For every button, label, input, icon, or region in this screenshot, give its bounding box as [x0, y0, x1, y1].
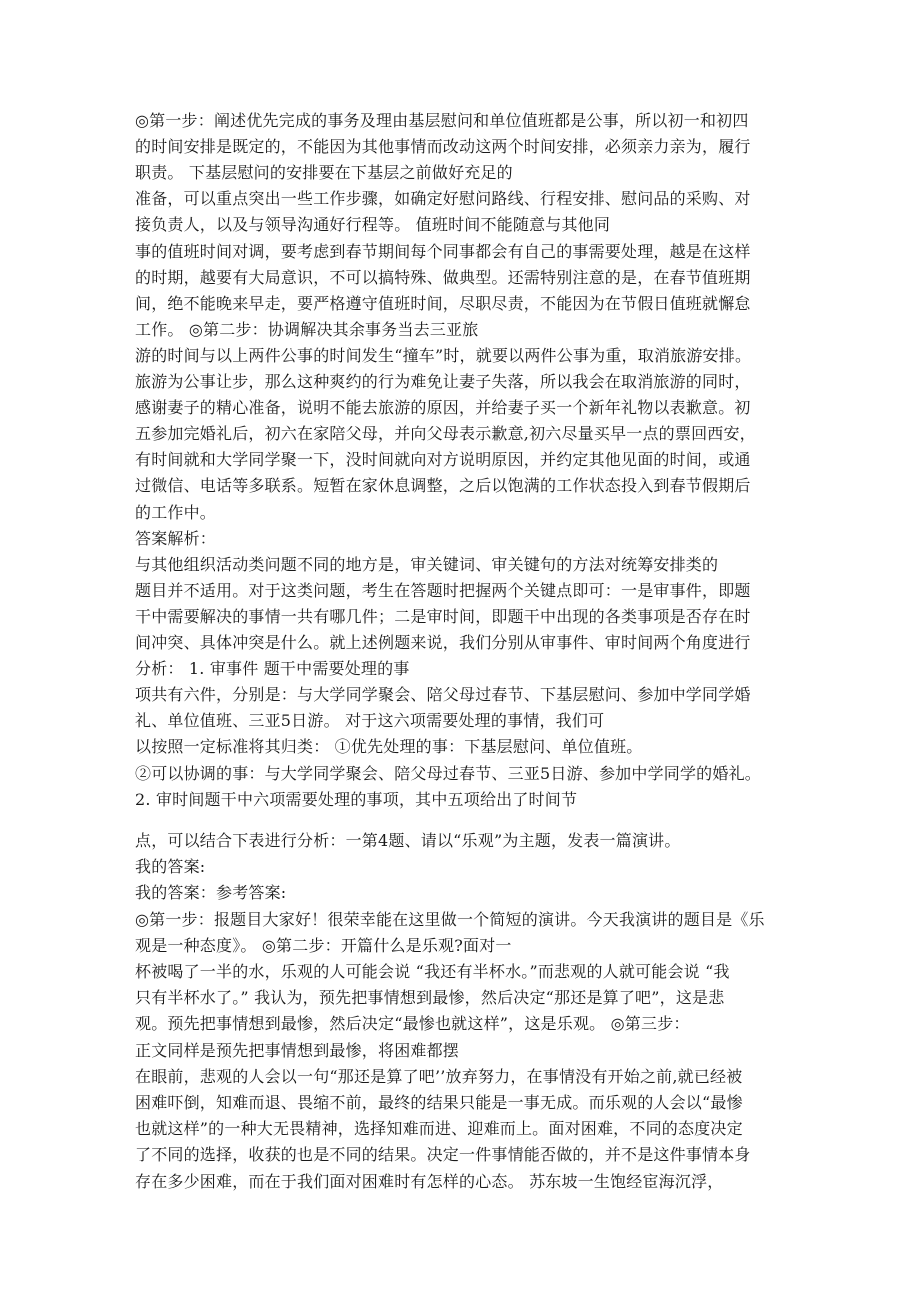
text-line: 事的值班时间对调，要考虑到春节期间每个同事都会有自己的事需要处理，越是在这样 — [135, 241, 751, 261]
text-line: 观。预先把事情想到最惨，然后决定“最惨也就这样”，这是乐观。 ◎第三步： — [135, 1014, 690, 1034]
text-line: 正文同样是预先把事情想到最惨，将困难都摆 — [135, 1040, 460, 1060]
text-line: 只有半杯水了。” 我认为，预先把事情想到最惨，然后决定“那还是算了吧”，这是悲 — [135, 988, 725, 1008]
text-line: 过微信、电话等多联系。短暂在家休息调整，之后以饱满的工作状态投入到春节假期后 — [135, 476, 751, 496]
text-line: 存在多少困难，而在于我们面对困难时有怎样的心态。 苏东坡一生饱经宦海沉浮， — [135, 1171, 724, 1191]
text-line: 旅游为公事让步，那么这种爽约的行为难免让妻子失落，所以我会在取消旅游的同时， — [135, 372, 751, 391]
text-line: 礼、单位值班、三亚5日游。 对于这六项需要处理的事情，我们可 — [135, 711, 605, 731]
text-line: ②可以协调的事：与大学同学聚会、陪父母过春节、三亚5日游、参加中学同学的婚礼。 — [135, 763, 761, 783]
text-line: 也就这样”的一种大无畏精神，选择知难而进、迎难而上。面对困难，不同的态度决定 — [135, 1119, 743, 1139]
text-line: 感谢妻子的精心准备，说明不能去旅游的原因，并给妻子买一个新年礼物以表歉意。初 — [135, 398, 751, 418]
text-line: 的时期，越要有大局意识，不可以搞特殊、做典型。还需特别注意的是，在春节值班期 — [135, 267, 751, 287]
text-line: 了不同的选择，收获的也是不同的结果。决定一件事情能否做的，并不是这件事情本身 — [135, 1145, 751, 1165]
text-line: 接负责人，以及与领导沟通好行程等。 值班时间不能随意与其他同 — [135, 215, 611, 235]
text-line: 工作。 ◎第二步：协调解决其余事务当去三亚旅 — [135, 319, 479, 339]
text-line: 困难吓倒，知难而退、畏缩不前，最终的结果只能是一事无成。而乐观的人会以“最惨 — [135, 1093, 743, 1112]
text-line: 职责。 下基层慰问的安排要在下基层之前做好充足的 — [135, 163, 513, 183]
text-line: 准备，可以重点突出一些工作步骤，如确定好慰问路线、行程安排、慰问品的采购、对 — [135, 189, 751, 209]
text-line: 在眼前，悲观的人会以一句“那还是算了吧’’放弃努力，在事情没有开始之前,就已经被 — [135, 1066, 743, 1086]
text-line: 间，绝不能晚来早走，要严格遵守值班时间，尽职尽责，不能因为在节假日值班就懈怠 — [135, 293, 751, 313]
text-line: 分析： 1. 审事件 题干中需要处理的事 — [135, 659, 410, 679]
text-line: 以按照一定标准将其归类： ①优先处理的事：下基层慰问、单位值班。 — [135, 737, 643, 757]
text-line: 观是一种态度》。 ◎第二步：开篇什么是乐观?面对一 — [135, 935, 512, 955]
text-line: 有时间就和大学同学聚一下，没时间就向对方说明原因，并约定其他见面的时间，或通 — [135, 450, 751, 470]
text-line: 的时间安排是既定的，不能因为其他事情而改动这两个时间安排，必须亲力亲为，履行 — [135, 137, 751, 157]
text-line: 2. 审时间题干中六项需要处理的事项，其中五项给出了时间节 — [135, 789, 578, 809]
text-line: 间冲突、具体冲突是什么。就上述例题来说，我们分别从审事件、审时间两个角度进行 — [135, 633, 751, 652]
text-line: ◎第一步：报题目大家好！很荣幸能在这里做一个简短的演讲。今天我演讲的题目是《乐 — [135, 909, 765, 929]
text-line: 我的答案：参考答案: — [135, 883, 287, 903]
text-line: 项共有六件，分别是：与大学同学聚会、陪父母过春节、下基层慰问、参加中学同学婚 — [135, 685, 751, 705]
text-line: 杯被喝了一半的水，乐观的人可能会说 “我还有半杯水。”而悲观的人就可能会说 “我 — [135, 962, 730, 981]
text-line: 游的时间与以上两件公事的时间发生“撞车”时，就要以两件公事为重，取消旅游安排。 — [135, 345, 752, 365]
text-line: ◎第一步：阐述优先完成的事务及理由基层慰问和单位值班都是公事，所以初一和初四 — [135, 111, 749, 130]
text-line: 与其他组织活动类问题不同的地方是，审关键词、审关键句的方法对统筹安排类的 — [135, 554, 719, 574]
text-line: 的工作中。 — [135, 502, 217, 522]
text-line: 干中需要解决的事情一共有哪几件；二是审时间，即题干中出现的各类事项是否存在时 — [135, 606, 751, 626]
text-line: 五参加完婚礼后，初六在家陪父母，并向父母表示歉意,初六尽量买早一点的票回西安， — [135, 424, 756, 444]
text-line: 点，可以结合下表进行分析：一第4题、请以“乐观”为主题，发表一篇演讲。 — [135, 831, 681, 850]
text-line: 题目并不适用。对于这类问题，考生在答题时把握两个关键点即可：一是审事件，即题 — [135, 580, 751, 600]
text-line: 我的答案: — [135, 857, 206, 877]
text-line: 答案解析： — [135, 528, 217, 548]
